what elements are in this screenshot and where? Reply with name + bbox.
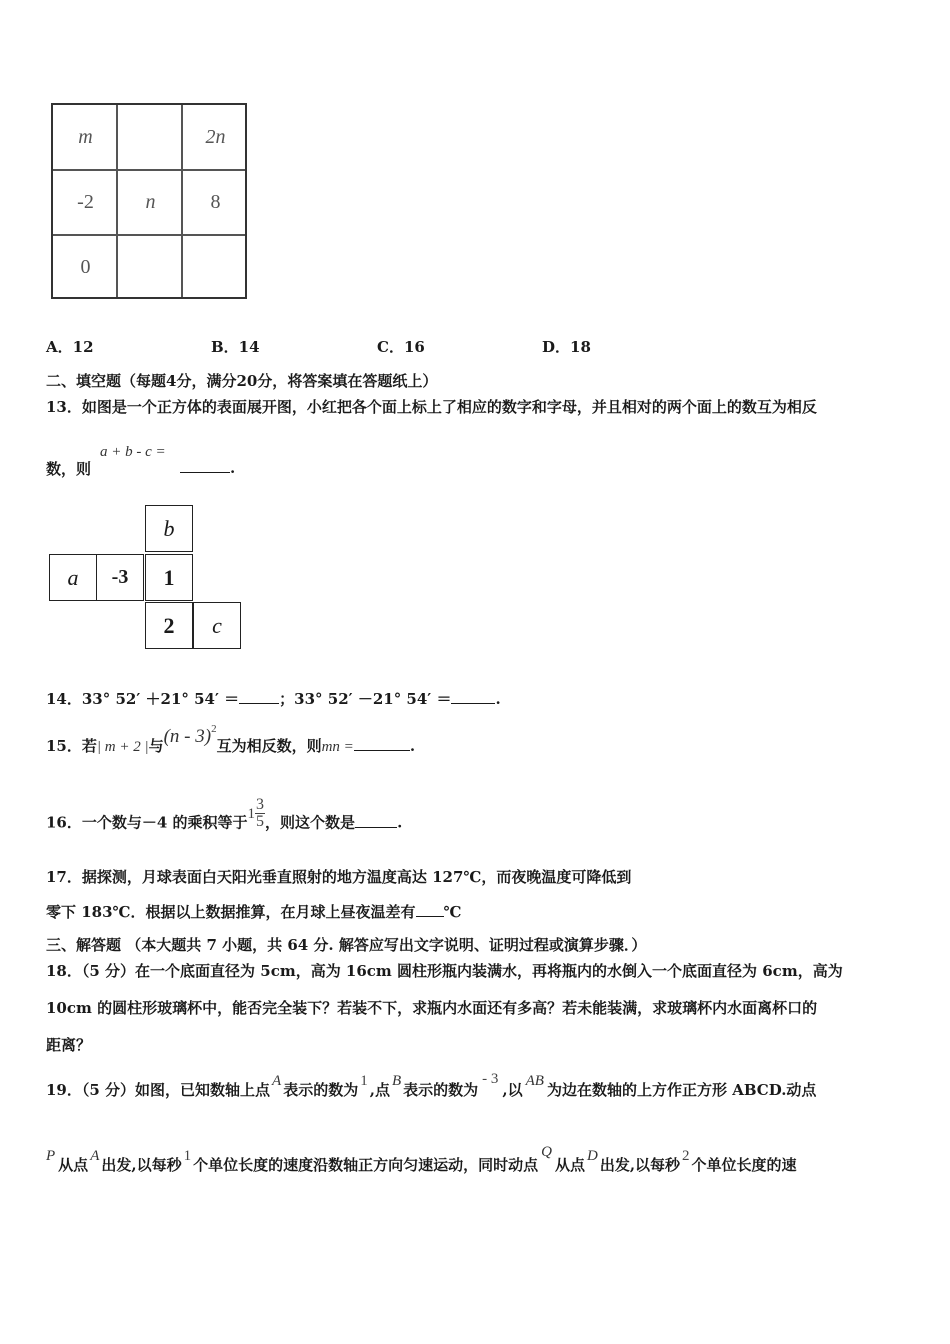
q19-speed-1: 1 — [183, 1148, 192, 1164]
net-face-neg3: -3 — [96, 554, 144, 601]
q19-text: 为边在数轴的上方作正方形 ABCD.动点 — [546, 1081, 817, 1099]
q19-text: 从点 — [554, 1156, 585, 1174]
q19-speed-2: 2 — [682, 1148, 690, 1164]
q16-end: . — [397, 813, 403, 832]
grid-cell: 0 — [80, 256, 91, 278]
q13-end: . — [230, 459, 236, 477]
grid-cell — [183, 235, 248, 300]
q17-line1: 17．据探测，月球表面白天阳光垂直照射的地方温度高达 127℃，而夜晚温度可降低到 — [46, 868, 632, 886]
q19-text: ,以 — [502, 1081, 523, 1099]
q19-value-neg3: - 3 — [482, 1071, 499, 1087]
q16-mid: ，则这个数是 — [265, 813, 356, 832]
q19-point-d: D — [586, 1148, 598, 1164]
q13-line2 — [46, 458, 91, 479]
q13-line1: 13．如图是一个正方体的表面展开图，小红把各个面上标上了相应的数字和字母，并且相对的两个面上的数互为相反 — [46, 398, 817, 416]
q14-end: . — [495, 690, 501, 708]
option-a: A．12 — [46, 338, 94, 356]
q13-answer — [180, 458, 235, 477]
grid-cell — [118, 235, 183, 300]
q18-line1: 18．（5 分）在一个底面直径为 5cm，高为 16cm 圆柱形瓶内装满水，再将瓶内的水倒入一个底面直径为 6cm，高为 — [46, 962, 843, 980]
q19-point-q: Q — [541, 1144, 552, 1160]
net-face-a: a — [49, 554, 97, 601]
q19-point-b: B — [391, 1073, 402, 1089]
q19-text: 表示的数为 — [283, 1081, 359, 1099]
option-d: D．18 — [542, 338, 591, 356]
q15-abs-expr: | m + 2 | — [96, 739, 149, 755]
q17-unit: ℃ — [443, 903, 462, 921]
q19-text: 个单位长度的速 — [691, 1156, 797, 1174]
answer-blank — [416, 902, 444, 917]
q16 — [46, 796, 403, 840]
q15-paren-expr: (n - 3) — [163, 726, 212, 747]
answer-blank — [239, 689, 279, 704]
q19-point-a: A — [272, 1073, 282, 1089]
option-b: B．14 — [211, 338, 260, 356]
q15-mn: mn = — [321, 739, 354, 755]
answer-blank — [180, 458, 230, 473]
q14 — [46, 688, 501, 709]
q19-text: 表示的数为 — [403, 1081, 479, 1099]
q18-line3: 距离？ — [46, 1036, 92, 1054]
grid-cell: m — [78, 126, 93, 148]
q19-text: 出发,以每秒 — [101, 1156, 182, 1174]
q19-line2 — [46, 1144, 797, 1175]
q19-text: 19．（5 分）如图，已知数轴上点 — [46, 1081, 271, 1099]
net-face-2: 2 — [145, 602, 193, 649]
q19-value-1: 1 — [360, 1073, 368, 1089]
q15-exponent: 2 — [211, 723, 217, 735]
number-grid — [51, 103, 247, 299]
q16-whole: 1 — [247, 805, 256, 822]
q16-denominator: 5 — [256, 813, 265, 830]
section-3-header: 三、解答题 （本大题共 7 小题，共 64 分. 解答应写出文字说明、证明过程或演算步骤．） — [46, 936, 647, 954]
grid-cell: n — [145, 191, 156, 213]
q19-segment-ab: AB — [525, 1073, 544, 1089]
q15 — [46, 723, 416, 757]
q14-part1: 14．33° 52′ ＋21° 54′ ＝ — [46, 690, 240, 708]
q13-expression: a + b - c = — [100, 444, 166, 460]
q15-mid: 互为相反数，则 — [216, 737, 322, 755]
grid-cell: 2n — [205, 126, 226, 148]
q19-text: ,点 — [369, 1081, 390, 1099]
q19-text: 个单位长度的速度沿数轴正方向匀速运动，同时动点 — [193, 1156, 539, 1174]
q17-line2 — [46, 901, 462, 922]
grid-cell — [118, 105, 183, 170]
q15-prefix: 15．若 — [46, 737, 97, 755]
answer-blank — [354, 736, 410, 751]
q14-part2: ；33° 52′ －21° 54′ ＝ — [279, 690, 452, 708]
q19-line1 — [46, 1071, 817, 1100]
q16-numerator: 3 — [256, 796, 265, 813]
option-c: C．16 — [377, 338, 425, 356]
net-face-c: c — [193, 602, 241, 649]
section-2-header: 二、填空题（每题4分，满分20分，将答案填在答题纸上） — [46, 372, 438, 390]
q19-text: 出发,以每秒 — [599, 1156, 681, 1174]
grid-cell: -2 — [77, 191, 94, 213]
q17-line2-prefix: 零下 183℃．根据以上数据推算，在月球上昼夜温差有 — [46, 903, 416, 921]
answer-blank — [355, 813, 397, 828]
q16-fraction — [255, 797, 265, 830]
q15-end: . — [409, 737, 416, 755]
answer-blank — [451, 689, 495, 704]
net-face-b: b — [145, 505, 193, 552]
grid-cell: 8 — [210, 191, 221, 213]
q19-point-p: P — [46, 1148, 56, 1164]
q16-prefix: 16．一个数与－4 的乘积等于 — [46, 813, 248, 832]
q18-line2: 10cm 的圆柱形玻璃杯中，能否完全装下？若装不下，求瓶内水面还有多高？若未能装满，求玻璃杯内水面离杯口的 — [46, 999, 818, 1017]
q19-point-a2: A — [90, 1148, 100, 1164]
q19-text: 从点 — [58, 1156, 89, 1174]
net-face-1: 1 — [145, 554, 193, 601]
q13-prefix: 数，则 — [46, 460, 92, 478]
q15-yu: 与 — [148, 737, 164, 755]
